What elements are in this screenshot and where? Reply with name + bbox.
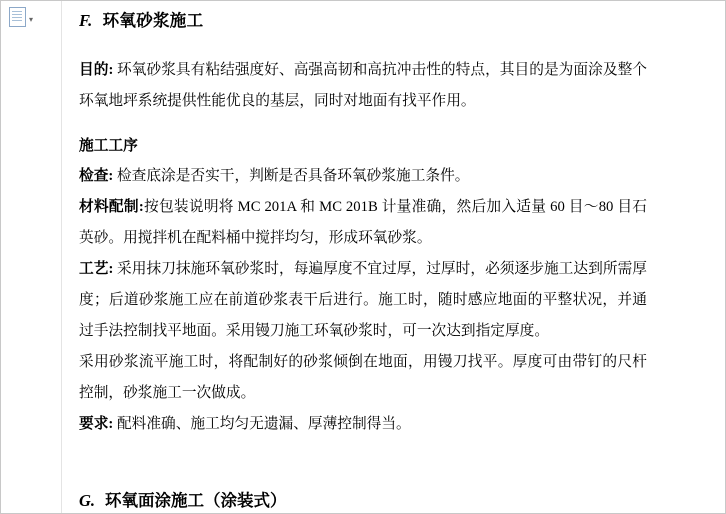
material-paragraph	[79, 192, 647, 254]
next-section-title: 环氧面涂施工（涂装式）	[105, 491, 287, 510]
flow-paragraph: 采用砂浆流平施工时，将配制好的砂浆倾倒在地面，用镘刀找平。厚度可由带钉的尺杆控制，砂浆施工一次做成。	[79, 354, 647, 401]
craft-label: 工艺:	[79, 261, 114, 277]
check-text: 检查底涂是否实干，判断是否具备环氧砂浆施工条件。	[113, 168, 470, 184]
left-gutter-panel	[1, 1, 62, 513]
section-number: F.	[79, 11, 93, 30]
requirement-text: 配料准确、施工均匀无遗漏、厚薄控制得当。	[113, 416, 411, 432]
next-section-number: G.	[79, 491, 96, 510]
chevron-down-icon[interactable]: ▾	[29, 15, 34, 24]
purpose-label: 目的:	[79, 62, 114, 78]
check-label: 检查:	[79, 168, 114, 184]
purpose-text: 环氧砂浆具有粘结强度好、高强高韧和高抗冲击性的特点，其目的是为面涂及整个环氧地坪系统提供性能优良的基层，同时对地面有找平作用。	[79, 62, 647, 109]
process-heading: 施工工序	[79, 138, 138, 154]
craft-text: 采用抹刀抹施环氧砂浆时，每遍厚度不宜过厚，过厚时，必须逐步施工达到所需厚度；后道砂浆施工应在前道砂浆表干后进行。施工时，随时感应地面的平整状况，并通过手法控制找平地面。采用镘刀施工环氧砂浆时，可一次达到指定厚度。	[79, 261, 647, 339]
document-body	[79, 1, 647, 513]
document-icon[interactable]	[9, 7, 26, 27]
section-heading	[79, 7, 647, 31]
material-label: 材料配制:	[79, 199, 144, 215]
section-title: 环氧砂浆施工	[102, 11, 204, 30]
check-paragraph	[79, 161, 647, 192]
next-section-heading	[79, 487, 287, 511]
gutter-icon-group[interactable]	[9, 7, 33, 27]
craft-paragraph	[79, 254, 647, 347]
purpose-paragraph	[79, 55, 647, 117]
material-text: 按包装说明将 MC 201A 和 MC 201B 计量准确，然后加入适量 60 目～80 目石英砂。用搅拌机在配料桶中搅拌均匀，形成环氧砂浆。	[79, 199, 647, 246]
requirement-label: 要求:	[79, 416, 114, 432]
requirement-paragraph	[79, 409, 647, 440]
